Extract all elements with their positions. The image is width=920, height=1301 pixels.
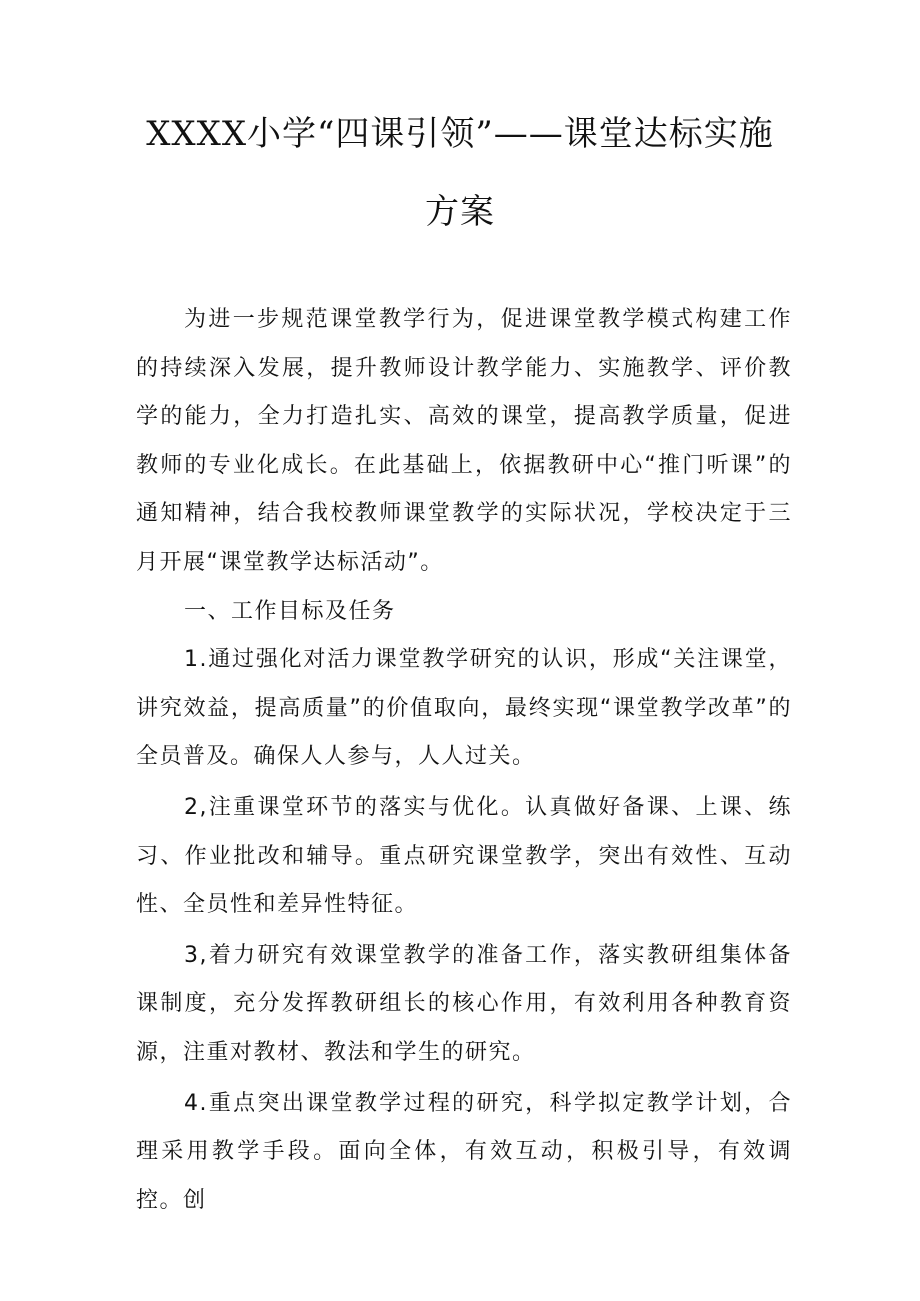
document-title-line-1: XXXX小学“四课引领”——课堂达标实施 <box>146 114 774 154</box>
document-title-line-2: 方案 <box>425 192 495 232</box>
section-heading-work-goals: 一、工作目标及任务 <box>184 598 396 624</box>
document-body <box>136 296 792 1225</box>
goal-item-4: 4.重点突出课堂教学过程的研究，科学拟定教学计划，合理采用教学手段。面向全体，有效互动，积极引导，有效调控。创 <box>136 1090 792 1213</box>
goal-item-3: 3,着力研究有效课堂教学的准备工作，落实教研组集体备课制度，充分发挥教研组长的核心作用，有效利用各种教育资源，注重对教材、教法和学生的研究。 <box>136 942 792 1065</box>
goal-item-1: 1.通过强化对活力课堂教学研究的认识，形成“关注课堂，讲究效益，提高质量”的价值取向，最终实现“课堂教学改革”的全员普及。确保人人参与，人人过关。 <box>136 647 792 770</box>
intro-paragraph: 为进一步规范课堂教学行为，促进课堂教学模式构建工作的持续深入发展，提升教师设计教学能力、实施教学、评价教学的能力，全力打造扎实、高效的课堂，提高教学质量，促进教师的专业化成长。在此基础上，依据教研中心“推门听课”的通知精神，结合我校教师课堂教学的实际状况，学校决定于三月开展“课堂教学达标活动”。 <box>136 307 792 575</box>
goal-item-2: 2,注重课堂环节的落实与优化。认真做好备课、上课、练习、作业批改和辅导。重点研究课堂教学，突出有效性、互动性、全员性和差异性特征。 <box>136 794 792 918</box>
